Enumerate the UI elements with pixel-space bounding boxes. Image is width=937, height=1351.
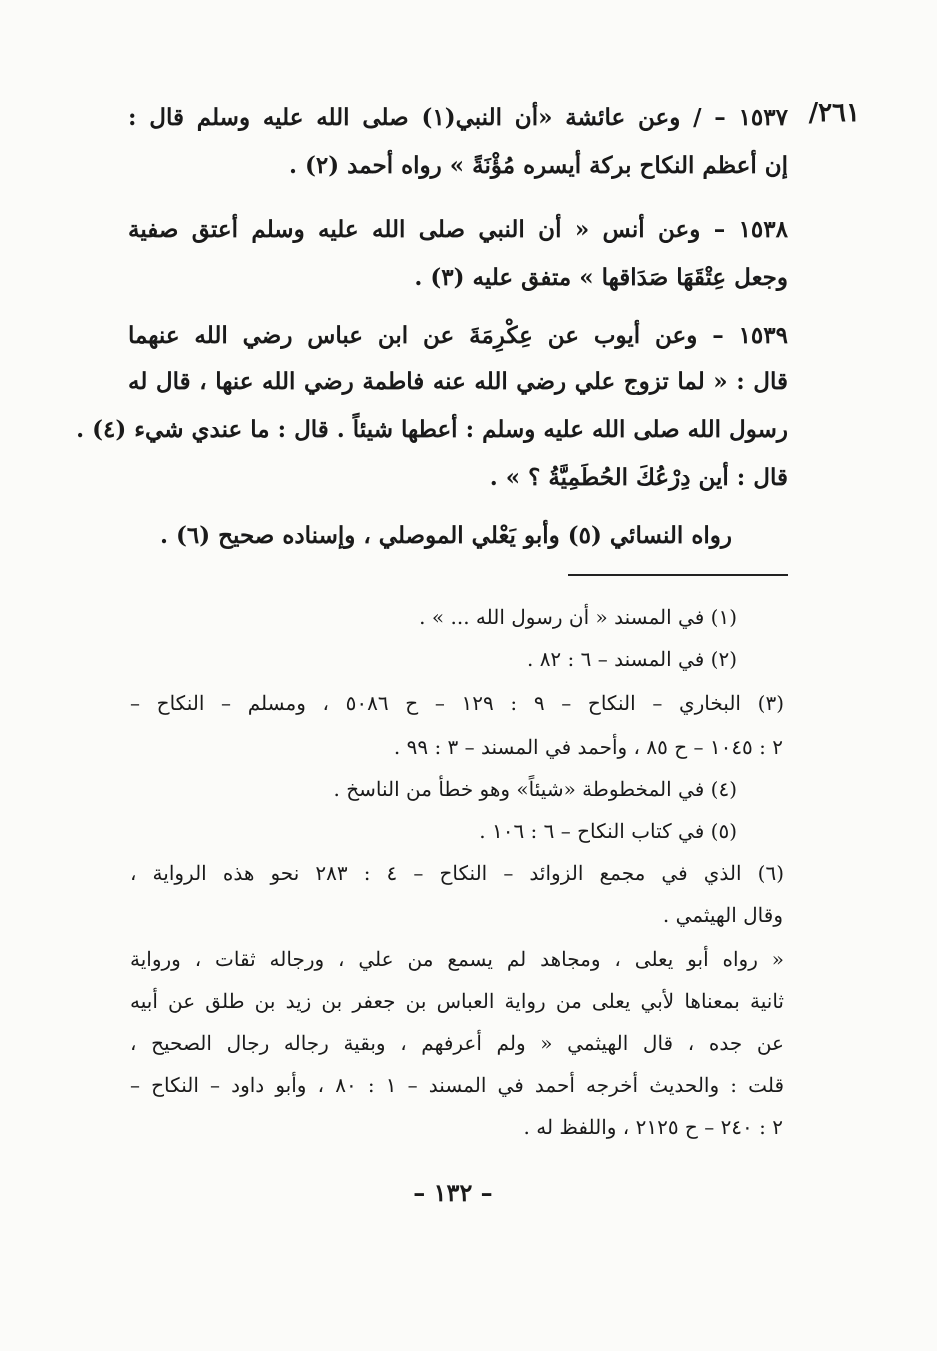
- page-number: – ١٣٢ –: [413, 1178, 493, 1207]
- footnote-4: (٤) في المخطوطة «شيئاً» وهو خطأ من الناسخ .: [333, 777, 737, 801]
- hadith-1539-line-1: ١٥٣٩ – وعن أيوب عن عِكْرِمَةَ عن ابن عباس رضي الله عنهما: [128, 322, 788, 349]
- footnote-6-line-2: وقال الهيثمي .: [662, 903, 783, 927]
- narration-line: رواه النسائي (٥) وأبو يَعْلي الموصلي ، وإسناده صحيح (٦) .: [160, 522, 732, 549]
- hadith-1539-line-4: قال : أين دِرْعُكَ الحُطَمِيَّةُ ؟ » .: [489, 464, 788, 491]
- footnote-6-line-1: (٦) الذي في مجمع الزوائد – النكاح – ٤ : ٢٨٣ نحو هذه الرواية ،: [130, 861, 785, 885]
- footnote-1: (١) في المسند « أن رسول الله ... » .: [419, 605, 737, 629]
- hadith-1537-line-1: ١٥٣٧ – / وعن عائشة «أن النبي(١) صلى الله عليه وسلم قال :: [128, 104, 788, 131]
- quote-line-3: عن جده ، قال الهيثمي « ولم أعرفهم ، وبقية رجاله رجال الصحيح ،: [130, 1031, 784, 1055]
- quote-line-1: « رواه أبو يعلى ، ومجاهد لم يسمع من علي ، ورجاله ثقات ، ورواية: [130, 947, 784, 971]
- quote-line-2: ثانية بمعناها لأبي يعلى من رواية العباس بن جعفر بن زيد بن طلق عن أبيه: [130, 989, 784, 1013]
- hadith-1537-line-2: إن أعظم النكاح بركة أيسره مُؤْنَةً » رواه أحمد (٢) .: [288, 152, 788, 179]
- hadith-1539-line-2: قال : « لما تزوج علي رضي الله عنه فاطمة رضي الله عنها ، قال له: [128, 368, 788, 395]
- footnote-separator: [568, 574, 788, 576]
- hadith-1538-line-1: ١٥٣٨ – وعن أنس « أن النبي صلى الله عليه وسلم أعتق صفية: [128, 216, 788, 243]
- footnote-3-line-1: (٣) البخاري – النكاح – ٩ : ١٢٩ – ح ٥٠٨٦ ، ومسلم – النكاح –: [130, 691, 785, 715]
- footnote-5: (٥) في كتاب النكاح – ٦ : ١٠٦ .: [479, 819, 737, 843]
- margin-reference: /٢٦١: [808, 98, 860, 128]
- footnote-2: (٢) في المسند – ٦ : ٨٢ .: [526, 647, 737, 671]
- hadith-1539-line-3: رسول الله صلى الله عليه وسلم : أعطها شيئاً . قال : ما عندي شيء (٤) .: [76, 416, 788, 443]
- quote-line-5: ٢ : ٢٤٠ – ح ٢١٢٥ ، واللفظ له .: [523, 1115, 783, 1139]
- quote-line-4: قلت : والحديث أخرجه أحمد في المسند – ١ : ٨٠ ، وأبو داود – النكاح –: [130, 1073, 784, 1097]
- footnote-3-line-2: ٢ : ١٠٤٥ – ح ٨٥ ، وأحمد في المسند – ٣ : ٩٩ .: [393, 735, 783, 759]
- hadith-1538-line-2: وجعل عِتْقَهَا صَدَاقها » متفق عليه (٣) .: [414, 264, 788, 291]
